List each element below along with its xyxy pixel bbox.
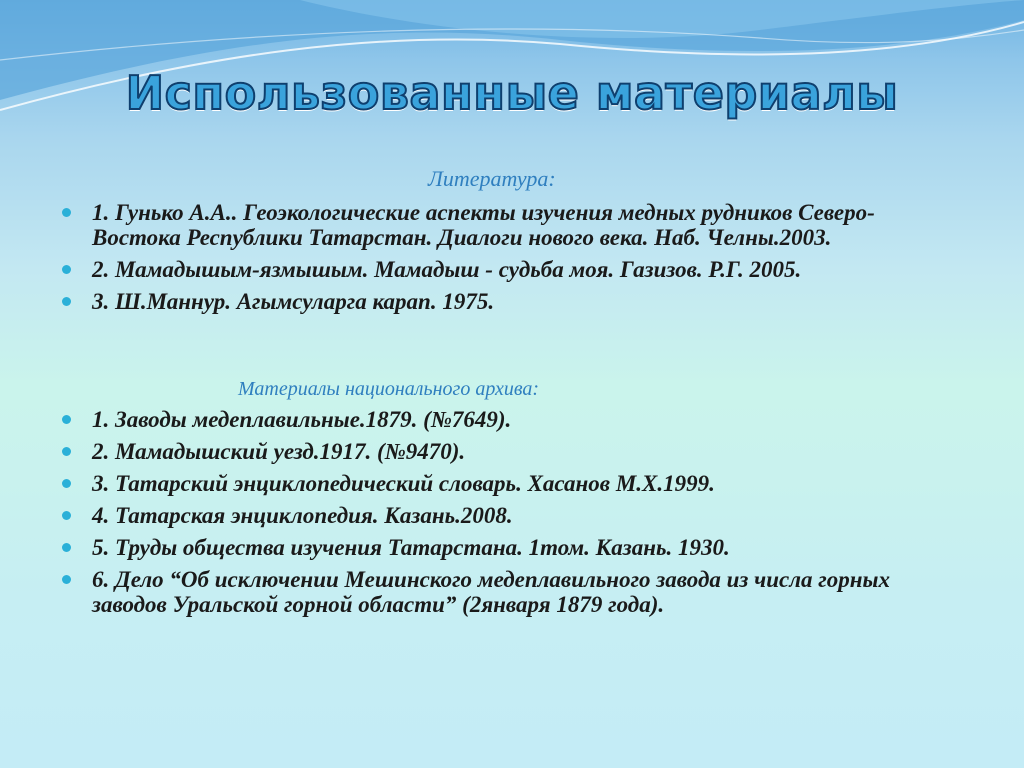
list-item: [62, 289, 962, 314]
list-item-text: 2. Мамадышский уезд.1917. (№9470).: [92, 439, 466, 464]
archive-heading: Материалы национального архива:: [238, 378, 540, 400]
list-item: [62, 200, 962, 250]
list-item-text: 1. Гунько А.А.. Геоэкологические аспекты изучения медных рудников Северо-Востока Республики Татарстан. Диалоги нового века. Наб. Челны.2003.: [92, 200, 875, 250]
bullet-icon: [62, 479, 71, 488]
bullet-icon: [62, 208, 71, 217]
literature-list: [62, 200, 962, 321]
list-item: [62, 567, 962, 617]
bullet-icon: [62, 415, 71, 424]
list-item: [62, 439, 962, 464]
bullet-icon: [62, 575, 71, 584]
list-item-text: 3. Ш.Маннур. Агымсуларга карап. 1975.: [92, 289, 495, 314]
list-item: [62, 257, 962, 282]
literature-heading: Литература:: [428, 166, 556, 191]
bullet-icon: [62, 543, 71, 552]
list-item: [62, 471, 962, 496]
list-item: [62, 503, 962, 528]
bullet-icon: [62, 297, 71, 306]
list-item: [62, 535, 962, 560]
list-item-text: 5. Труды общества изучения Татарстана. 1том. Казань. 1930.: [92, 535, 730, 560]
bullet-icon: [62, 511, 71, 520]
list-item-text: 6. Дело “Об исключении Мешинского медеплавильного завода из числа горных заводов Уральской горной области” (2января 1879 года).: [92, 567, 890, 617]
bullet-icon: [62, 447, 71, 456]
list-item: [62, 407, 962, 432]
bullet-icon: [62, 265, 71, 274]
list-item-text: 4. Татарская энциклопедия. Казань.2008.: [92, 503, 513, 528]
list-item-text: 3. Татарский энциклопедический словарь. Хасанов М.Х.1999.: [92, 471, 715, 496]
list-item-text: 1. Заводы медеплавильные.1879. (№7649).: [92, 407, 512, 432]
list-item-text: 2. Мамадышым-язмышым. Мамадыш - судьба моя. Газизов. Р.Г. 2005.: [92, 257, 802, 282]
slide-title: Использованные материалы: [125, 66, 899, 120]
archive-list: [62, 407, 962, 624]
